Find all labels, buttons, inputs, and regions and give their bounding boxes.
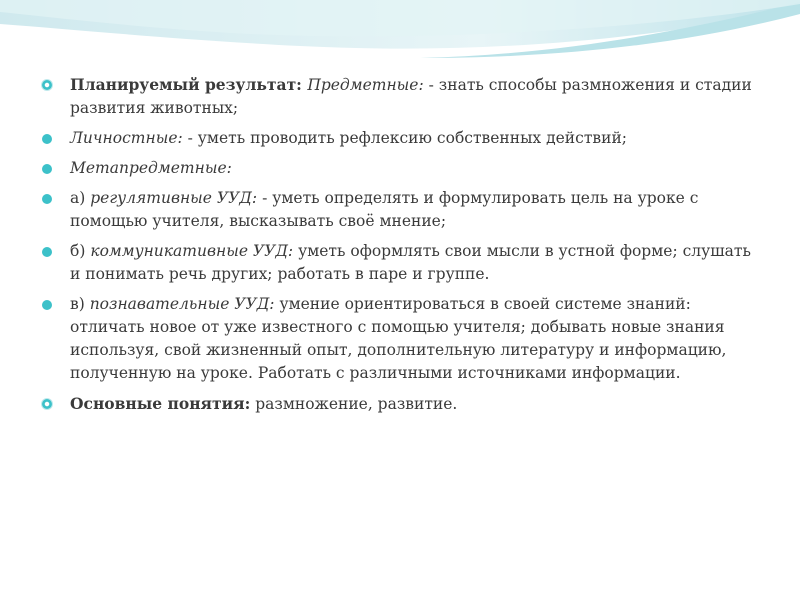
text-run: - уметь проводить рефлексию собственных действий; xyxy=(182,129,628,147)
bullet-item xyxy=(40,187,765,233)
text-run: уметь оформлять свои мысли в устной форме; слушать и понимать речь других; работать в паре и группе. xyxy=(70,242,751,283)
text-run: а) xyxy=(70,189,91,207)
bullet-item xyxy=(40,157,765,180)
flower-bullet-icon xyxy=(42,80,52,90)
bullet-item xyxy=(40,293,765,385)
bullet-item xyxy=(40,392,765,416)
bullet-item xyxy=(40,127,765,150)
text-run: Планируемый результат: xyxy=(70,75,308,94)
bullet-item xyxy=(40,240,765,286)
text-run: Основные понятия: xyxy=(70,394,251,413)
dot-bullet-icon xyxy=(42,300,52,310)
text-run: в) xyxy=(70,295,90,313)
dot-bullet-icon xyxy=(42,164,52,174)
flower-bullet-icon xyxy=(42,399,52,409)
bullet-item xyxy=(40,73,765,120)
text-run: - знать способы размножения и стадии развития животных; xyxy=(70,76,752,117)
header-wave-decoration xyxy=(0,0,800,75)
text-run: б) xyxy=(70,242,91,260)
text-run: умение ориентироваться в своей системе знаний: отличать новое от уже известного с помощью учителя; добывать новые знания используя, свой жизненный опыт, дополнительную литературу и информацию, полученную на уроке. Работать с различными источниками информации. xyxy=(70,295,727,382)
text-run: размножение, развитие. xyxy=(250,395,458,413)
text-run: - уметь определять и формулировать цель на уроке с помощью учителя, высказывать своё мнение; xyxy=(70,189,699,230)
text-run: познавательные УУД: xyxy=(89,295,275,313)
text-run: регулятивные УУД: xyxy=(90,189,258,207)
text-run: Предметные: xyxy=(307,76,424,94)
text-run: Личностные: xyxy=(70,129,183,147)
content-area xyxy=(40,73,765,423)
dot-bullet-icon xyxy=(42,194,52,204)
text-run: Метапредметные: xyxy=(70,159,232,177)
text-run: коммуникативные УУД: xyxy=(90,242,294,260)
dot-bullet-icon xyxy=(42,247,52,257)
dot-bullet-icon xyxy=(42,134,52,144)
